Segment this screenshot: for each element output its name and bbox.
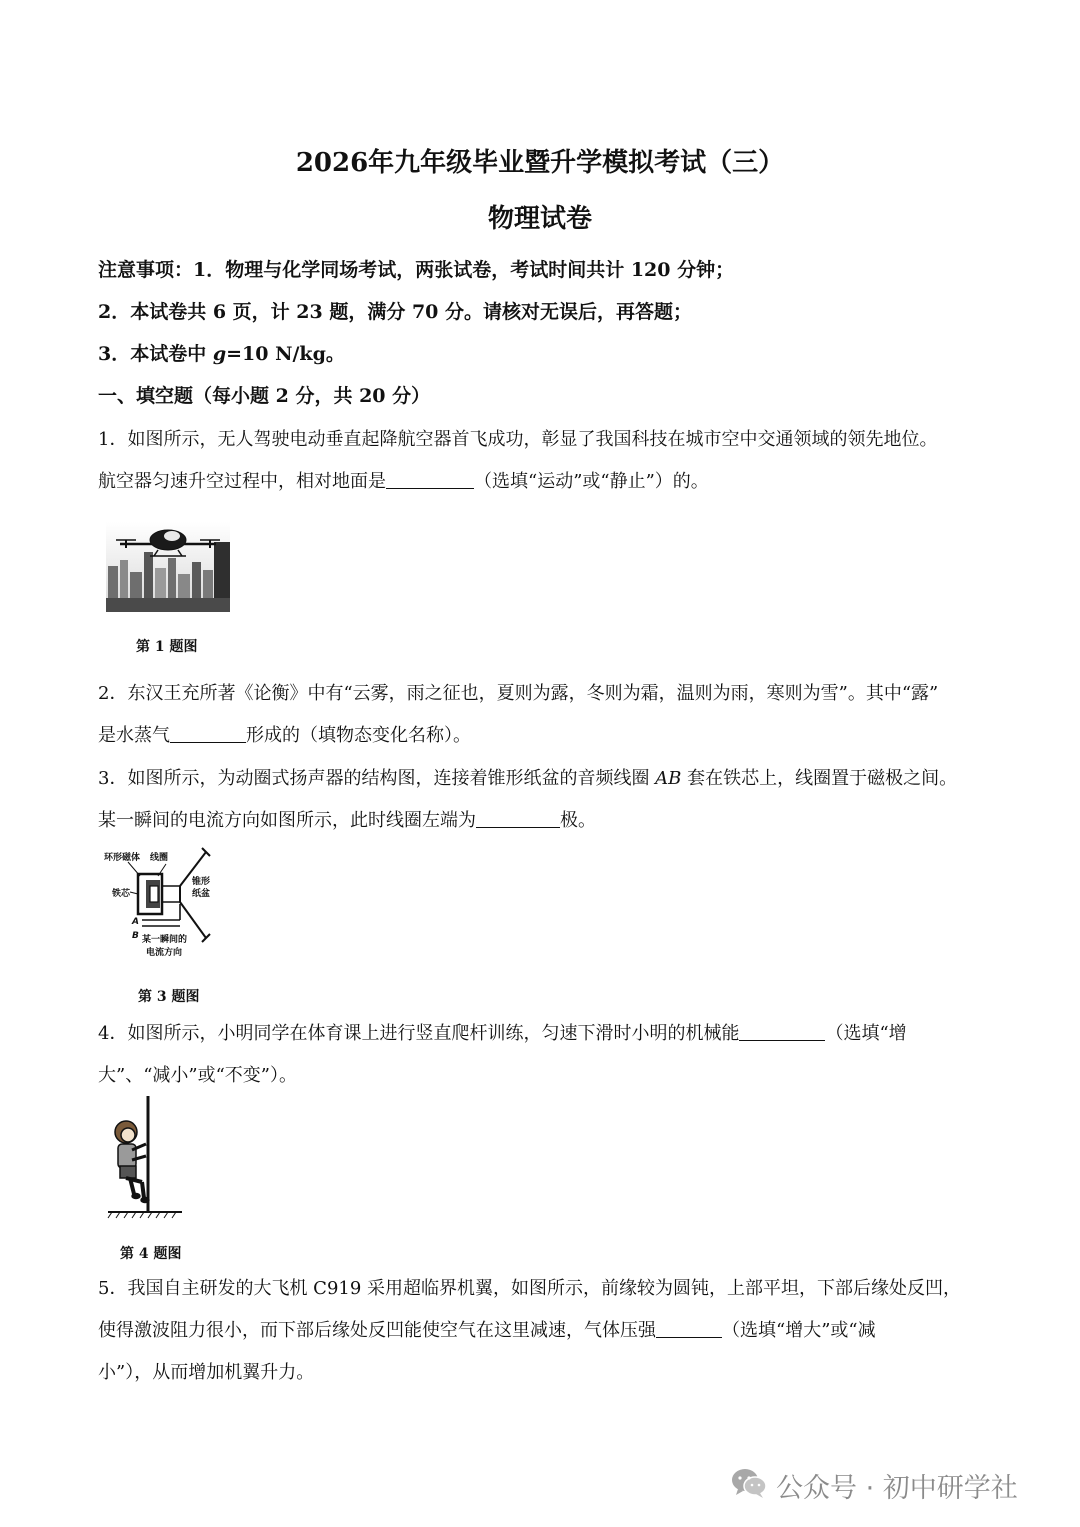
q5-text-line-3: 小”），从而增加机翼升力。 [98,1362,315,1383]
q1-figure-caption: 第 1 题图 [136,639,198,655]
wechat-watermark [730,1462,1060,1506]
q4-text-prefix: 4．如图所示，小明同学在体育课上进行竖直爬杆训练，匀速下滑时小明的机械能 [98,1023,740,1044]
q3-figure-caption: 第 3 题图 [138,989,200,1005]
q3-speaker-figure [100,846,225,964]
q1-text-prefix: 航空器匀速升空过程中，相对地面是 [98,471,386,492]
q3-text-suffix-2: 极。 [560,810,596,831]
q4-figure-caption: 第 4 题图 [120,1246,182,1262]
note-line-3-suffix: =10 N/kg。 [226,343,345,365]
q4-text-line-2: 大”、“减小”或“不变”）。 [98,1065,298,1086]
note-line-1: 注意事项：1．物理与化学同场考试，两张试卷，考试时间共计 120 分钟； [98,259,735,281]
q5-text-suffix: （选填“增大”或“减 [722,1320,876,1341]
q1-answer-blank[interactable] [386,470,474,489]
label-current-1: 某一瞬间的 [142,935,188,945]
q1-text-line-2 [98,467,709,493]
q3-text-prefix-2: 某一瞬间的电流方向如图所示，此时线圈左端为 [98,810,476,831]
watermark-text: 公众号 · 初中研学社 [776,1473,1018,1504]
label-b: B [132,931,139,941]
note-line-2: 2．本试卷共 6 页，计 23 题，满分 70 分。请核对无误后，再答题； [98,301,693,323]
q5-text-line-2 [98,1316,876,1342]
exam-subtitle: 物理试卷 [487,204,592,234]
q3-text-prefix: 3．如图所示，为动圈式扬声器的结构图，连接着锥形纸盆的音频线圈 [98,768,656,789]
label-a: A [132,917,139,927]
q3-text-line-1 [98,764,957,790]
q1-drone-figure [106,522,230,612]
wechat-icon [730,1466,768,1500]
q4-answer-blank[interactable] [739,1022,825,1041]
q3-text-line-2 [98,806,596,832]
q3-text-suffix: 套在铁芯上，线圈置于磁极之间。 [681,768,958,789]
boy-climber [115,1121,149,1203]
q4-text-suffix: （选填“增 [825,1023,907,1044]
q1-text-suffix: （选填“运动”或“静止”）的。 [474,471,709,492]
q2-text-suffix: 形成的（填物态变化名称）。 [246,725,471,746]
q2-text-line-1: 2．东汉王充所著《论衡》中有“云雾，雨之征也，夏则为露，冬则为霜，温则为雨，寒则为雪”。其中“露” [98,683,939,704]
gravity-symbol: g [212,343,227,365]
label-current-2: 电流方向 [146,948,183,958]
exam-title: 2026年九年级毕业暨升学模拟考试（三） [295,148,785,178]
q1-text-line-1: 1．如图所示，无人驾驶电动垂直起降航空器首飞成功，彰显了我国科技在城市空中交通领域的领先地位。 [98,429,938,450]
section-heading: 一、填空题（每小题 2 分，共 20 分） [98,385,431,407]
q2-text-prefix: 是水蒸气 [98,725,170,746]
q2-answer-blank[interactable] [170,724,246,743]
note-line-3 [98,339,345,366]
q2-text-line-2 [98,721,471,747]
label-cone-2: 纸盆 [192,889,211,899]
q5-answer-blank[interactable] [656,1319,722,1338]
label-core: 铁芯 [112,889,131,899]
label-magnet: 环形磁体 [104,853,141,863]
label-cone-1: 锥形 [192,877,211,887]
coil-ab-label: AB [655,768,682,789]
q4-text-line-1 [98,1019,907,1045]
q3-answer-blank[interactable] [476,809,560,828]
q5-text-prefix: 使得激波阻力很小，而下部后缘处反凹能使空气在这里减速，气体压强 [98,1320,656,1341]
label-coil: 线圈 [150,853,169,863]
q5-text-line-1: 5．我国自主研发的大飞机 C919 采用超临界机翼，如图所示，前缘较为圆钝，上部平坦，下部后缘处反凹， [98,1278,962,1299]
note-line-3-prefix: 3．本试卷中 [98,343,213,365]
q4-climber-figure [104,1094,186,1222]
